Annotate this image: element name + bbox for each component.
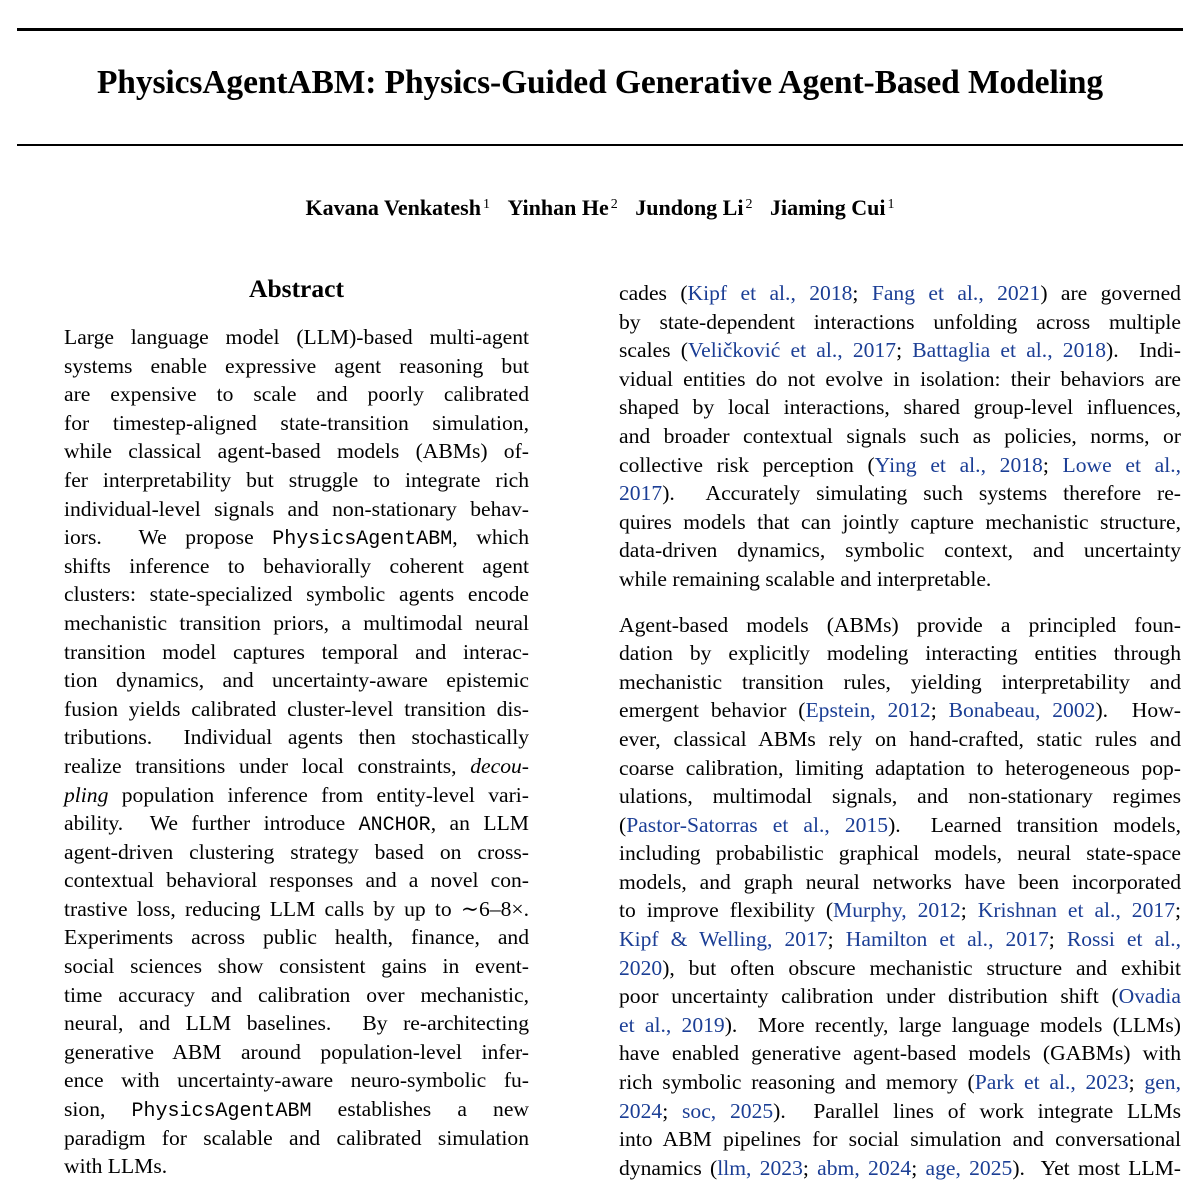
text-span: coarse calibration, limiting adaptation to heterogeneous pop-	[619, 755, 1181, 780]
text-span: , which	[452, 525, 529, 550]
intro-line	[619, 782, 1181, 811]
abstract-body	[64, 323, 529, 1181]
intro-line	[619, 422, 1181, 451]
intro-line	[619, 754, 1181, 783]
text-span: ). How-	[1095, 698, 1181, 723]
citation-link[interactable]: Rossi et al.,	[1066, 927, 1181, 952]
text-span: Agent-based models (ABMs) provide a principled foun-	[619, 612, 1181, 637]
intro-line	[619, 1068, 1181, 1097]
text-span: scales (	[619, 338, 688, 363]
text-span: into ABM pipelines for social simulation and conversational	[619, 1127, 1181, 1152]
citation-link[interactable]: abm, 2024	[817, 1155, 912, 1180]
citation-link[interactable]: Epstein, 2012	[805, 698, 931, 723]
citation-link[interactable]: Fang et al., 2021	[871, 281, 1041, 305]
intro-line	[619, 868, 1181, 897]
text-span: ). Accurately simulating such systems therefore re-	[662, 481, 1181, 506]
abstract-line	[64, 923, 529, 952]
text-span: with LLMs.	[64, 1154, 168, 1179]
text-span: ;	[911, 1155, 926, 1180]
text-span: mechanistic transition priors, a multimodal neural	[64, 610, 529, 635]
abstract-line	[64, 1124, 529, 1153]
abstract-line	[64, 781, 529, 810]
abstract-line	[64, 1038, 529, 1067]
abstract-line	[64, 895, 529, 924]
abstract-line	[64, 952, 529, 981]
abstract-line	[64, 1009, 529, 1038]
text-span: fusion yields calibrated cluster-level transition dis-	[64, 696, 529, 721]
abstract-line	[64, 552, 529, 581]
author	[306, 195, 490, 220]
abstract-line	[64, 723, 529, 752]
citation-link[interactable]: Ovadia	[1118, 984, 1181, 1009]
text-span: are expensive to scale and poorly calibrated	[64, 382, 529, 407]
text-span: population inference from entity-level vari-	[108, 782, 529, 807]
text-span: fer interpretability but struggle to integrate rich	[64, 467, 529, 492]
citation-link[interactable]: Lowe et al.,	[1062, 452, 1182, 477]
author-affiliation: 1	[887, 197, 895, 212]
text-span: neural, and LLM baselines. By re-architecting	[64, 1011, 529, 1036]
text-span: ;	[852, 281, 872, 305]
text-span: data-driven dynamics, symbolic context, and uncertainty	[619, 538, 1181, 563]
abstract-line	[64, 352, 529, 381]
text-span: clusters: state-specialized symbolic agents encode	[64, 582, 529, 607]
intro-line	[619, 896, 1181, 925]
intro-line	[619, 393, 1181, 422]
citation-link[interactable]: 2024	[619, 1098, 663, 1123]
abstract-line	[64, 1066, 529, 1095]
text-span: ), but often obscure mechanistic structure and exhibit	[662, 955, 1181, 980]
text-span: ;	[930, 698, 949, 723]
abstract-line	[64, 495, 529, 524]
text-span: ). More recently, large language models (LLMs)	[724, 1012, 1182, 1037]
abstract-line	[64, 437, 529, 466]
citation-link[interactable]: Park et al., 2023	[974, 1070, 1129, 1095]
text-span: ever, classical ABMs rely on hand-crafted, static rules and	[619, 726, 1181, 751]
abstract-line	[64, 666, 529, 695]
citation-link[interactable]: Bonabeau, 2002	[948, 698, 1096, 723]
intro-line	[619, 336, 1181, 365]
intro-line	[619, 954, 1181, 983]
text-span: ). Learned transition models,	[888, 812, 1181, 837]
intro-line	[619, 508, 1181, 537]
author-name: Yinhan He	[507, 195, 609, 220]
text-span: for timestep-aligned state-transition simulation,	[64, 410, 529, 435]
citation-link[interactable]: 2020	[619, 955, 663, 980]
code-name: PhysicsAgentABM	[131, 1100, 312, 1124]
text-span: agent-driven clustering strategy based on cross-	[64, 839, 529, 864]
citation-link[interactable]: Hamilton et al., 2017	[845, 927, 1049, 952]
intro-line	[619, 365, 1181, 394]
abstract-line	[64, 609, 529, 638]
intro-line	[619, 1097, 1181, 1126]
author-affiliation: 2	[745, 197, 753, 212]
intro-line	[619, 982, 1181, 1011]
abstract-line	[64, 380, 529, 409]
text-span: poor uncertainty calibration under distribution shift (	[619, 984, 1119, 1009]
text-span: iors. We propose	[64, 525, 273, 550]
citation-link[interactable]: age, 2025	[925, 1155, 1013, 1180]
paper-title: PhysicsAgentABM: Physics-Guided Generative Agent-Based Modeling	[96, 64, 1104, 101]
text-span: ;	[662, 1098, 682, 1123]
title-bottom-rule	[17, 144, 1183, 146]
author	[507, 195, 617, 220]
intro-line	[619, 725, 1181, 754]
text-span: individual-level signals and non-stationary behav-	[64, 496, 529, 521]
text-span: emergent behavior (	[619, 698, 806, 723]
text-span: ;	[1128, 1070, 1145, 1095]
citation-link[interactable]: gen,	[1144, 1070, 1181, 1095]
citation-link[interactable]: Kipf & Welling, 2017	[619, 927, 828, 952]
citation-link[interactable]: Veličković et al., 2017	[687, 338, 897, 363]
text-span: ;	[802, 1155, 818, 1180]
author-list	[0, 195, 1200, 221]
text-span: rich symbolic reasoning and memory (	[619, 1070, 975, 1095]
text-span: mechanistic transition rules, yielding interpretability and	[619, 669, 1181, 694]
text-span: dynamics (	[619, 1155, 718, 1180]
intro-line	[619, 1125, 1181, 1154]
abstract-line	[64, 523, 529, 552]
abstract-line	[64, 1152, 529, 1181]
author-name: Kavana Venkatesh	[305, 195, 481, 220]
text-span: ). Parallel lines of work integrate LLMs	[773, 1098, 1181, 1123]
text-span: have enabled generative agent-based models (GABMs) with	[619, 1041, 1181, 1066]
intro-line	[619, 308, 1181, 337]
intro-line	[619, 639, 1181, 668]
text-span: tion dynamics, and uncertainty-aware epistemic	[64, 668, 529, 693]
abstract-line	[64, 752, 529, 781]
text-span: vidual entities do not evolve in isolation: their behaviors are	[619, 366, 1181, 391]
emphasis-text: pling	[64, 782, 109, 807]
abstract-line	[64, 1095, 529, 1124]
introduction-body	[619, 279, 1181, 1182]
text-span: ) are governed	[1040, 281, 1181, 305]
intro-line	[619, 536, 1181, 565]
emphasis-text: decou-	[470, 753, 529, 778]
text-span: quires models that can jointly capture mechanistic structure,	[619, 509, 1181, 534]
intro-line	[619, 451, 1181, 480]
author-name: Jundong Li	[635, 195, 744, 220]
abstract-line	[64, 638, 529, 667]
citation-link[interactable]: Krishnan et al., 2017	[977, 898, 1175, 923]
text-span: sion,	[64, 1097, 132, 1122]
intro-paragraph	[619, 611, 1181, 1182]
text-span: ulations, multimodal signals, and non-stationary regimes	[619, 784, 1181, 809]
intro-line	[619, 1039, 1181, 1068]
text-span: while classical agent-based models (ABMs) of-	[64, 439, 529, 464]
top-rule	[17, 28, 1183, 31]
text-span: by state-dependent interactions unfolding across multiple	[619, 309, 1181, 334]
text-span: models, and graph neural networks have been incorporated	[619, 869, 1181, 894]
text-span: ability. We further introduce	[64, 811, 359, 836]
citation-link[interactable]: 2017	[619, 481, 663, 506]
text-span: while remaining scalable and interpretable.	[619, 566, 992, 591]
intro-line	[619, 611, 1181, 640]
text-span: trastive loss, reducing LLM calls by up to ∼6–8×.	[64, 896, 529, 921]
citation-link[interactable]: Pastor-Satorras et al., 2015	[626, 812, 889, 837]
abstract-line	[64, 580, 529, 609]
text-span: ;	[1048, 927, 1067, 952]
text-span: , an LLM	[430, 811, 529, 836]
text-span: social sciences show consistent gains in event-	[64, 954, 529, 979]
text-span: to improve flexibility (	[619, 898, 834, 923]
abstract-line	[64, 838, 529, 867]
text-span: systems enable expressive agent reasoning but	[64, 353, 529, 378]
text-span: tributions. Individual agents then stochastically	[64, 725, 529, 750]
intro-line	[619, 1154, 1181, 1182]
abstract-line	[64, 409, 529, 438]
intro-line	[619, 668, 1181, 697]
text-span: ;	[1042, 452, 1063, 477]
text-span: cades (	[619, 281, 688, 305]
intro-line	[619, 479, 1181, 508]
author-affiliation: 2	[610, 197, 618, 212]
intro-line	[619, 1011, 1181, 1040]
abstract-line	[64, 466, 529, 495]
text-span: time accuracy and calibration over mechanistic,	[64, 982, 529, 1007]
paragraph-gap	[619, 594, 1181, 611]
intro-line	[619, 696, 1181, 725]
text-span: ). Yet most LLM-	[1012, 1155, 1181, 1180]
text-span: ence with uncertainty-aware neuro-symbolic fu-	[64, 1068, 529, 1093]
code-name: PhysicsAgentABM	[272, 528, 453, 552]
text-span: realize transitions under local constraints,	[64, 753, 471, 778]
text-span: shifts inference to behaviorally coherent agent	[64, 553, 529, 578]
text-span: (	[619, 812, 627, 837]
text-span: ;	[960, 898, 978, 923]
citation-link[interactable]: et al., 2019	[619, 1012, 725, 1037]
intro-line	[619, 565, 1181, 594]
text-span: Large language model (LLM)-based multi-agent	[64, 325, 529, 349]
text-span: contextual behavioral responses and a novel con-	[64, 868, 529, 893]
abstract-line	[64, 981, 529, 1010]
text-span: ). Indi-	[1106, 338, 1181, 363]
text-span: ;	[896, 338, 913, 363]
abstract-heading: Abstract	[249, 274, 344, 303]
abstract-line	[64, 866, 529, 895]
text-span: and broader contextual signals such as policies, norms, or	[619, 423, 1181, 448]
text-span: collective risk perception (	[619, 452, 875, 477]
intro-paragraph	[619, 279, 1181, 594]
author-name: Jiaming Cui	[769, 195, 886, 220]
abstract-line	[64, 695, 529, 724]
citation-link[interactable]: soc, 2025	[682, 1098, 774, 1123]
text-span: dation by explicitly modeling interacting entities through	[619, 641, 1181, 666]
abstract-line	[64, 809, 529, 838]
citation-link[interactable]: Kipf et al., 2018	[687, 281, 853, 305]
text-span: including probabilistic graphical models, neural state-space	[619, 841, 1181, 866]
text-span: Experiments across public health, finance, and	[64, 925, 529, 950]
code-name: ANCHOR	[358, 814, 431, 838]
abstract-line	[64, 323, 529, 352]
text-span: shaped by local interactions, shared group-level influences,	[619, 395, 1181, 420]
author-affiliation: 1	[482, 197, 490, 212]
intro-line	[619, 925, 1181, 954]
author	[770, 195, 895, 220]
text-span: ;	[1175, 898, 1181, 923]
text-span: paradigm for scalable and calibrated simulation	[64, 1125, 529, 1150]
intro-line	[619, 811, 1181, 840]
citation-link[interactable]: Battaglia et al., 2018	[912, 338, 1106, 363]
text-span: transition model captures temporal and interac-	[64, 639, 529, 664]
intro-line	[619, 839, 1181, 868]
text-span: generative ABM around population-level infer-	[64, 1039, 529, 1064]
text-span: establishes a new	[311, 1097, 530, 1122]
author	[635, 195, 752, 220]
citation-link[interactable]: Murphy, 2012	[833, 898, 961, 923]
intro-line	[619, 279, 1181, 308]
text-span: ;	[827, 927, 846, 952]
citation-link[interactable]: llm, 2023	[717, 1155, 803, 1180]
citation-link[interactable]: Ying et al., 2018	[874, 452, 1043, 477]
